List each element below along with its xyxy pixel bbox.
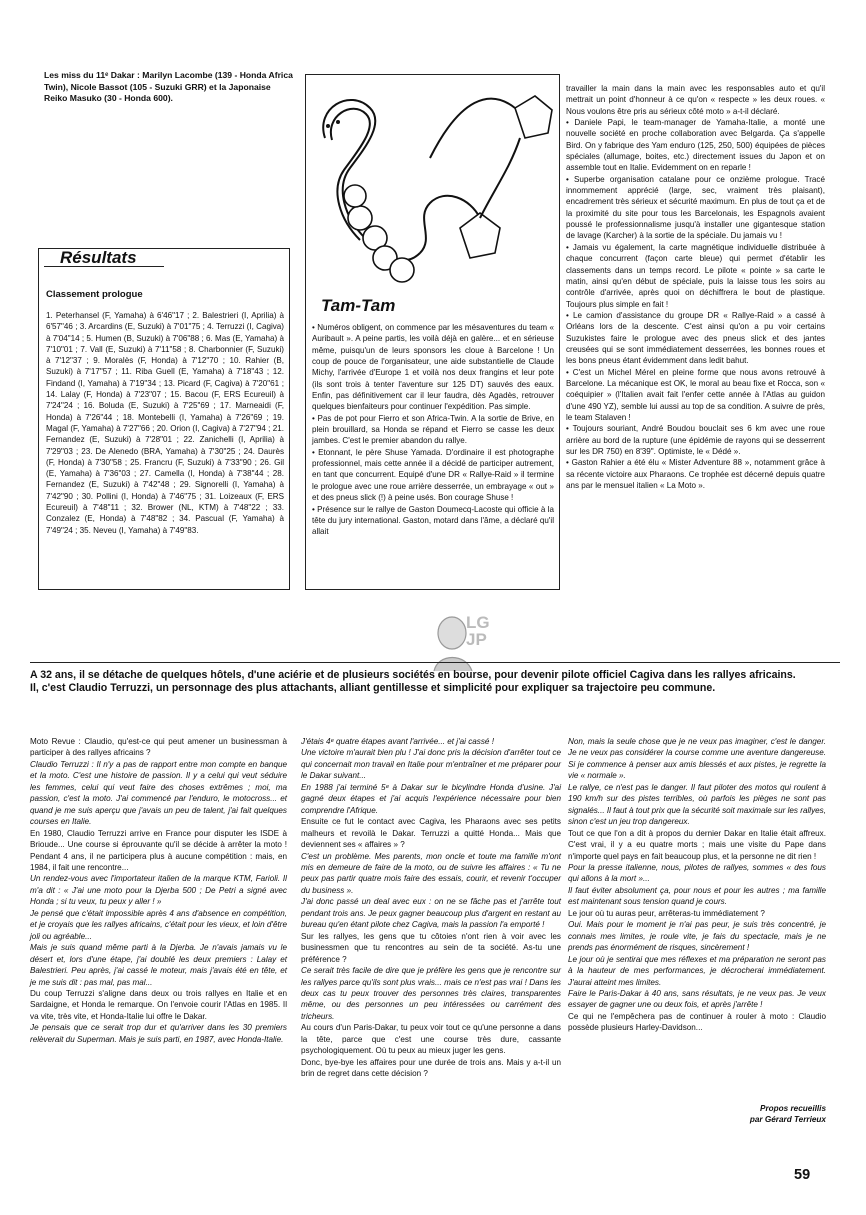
article-paragraph: C'est un problème. Mes parents, mon oncle et toute ma famille m'ont mis en demeure de faire de la moto, ou de suivre les affaires : « Tu ne peux pas partir quatre mois faire des essais, courir, et revenir t'occuper du business ». (301, 851, 561, 895)
results-list: 1. Peterhansel (F, Yamaha) à 6'46"17 ; 2. Balestrieri (I, Aprilia) à 6'57"46 ; 3. Arcardins (E, Suzuki) à 7'01"75 ; 4. Terruzzi (I, Cagiva) à 7'04"14 ; 5. Humen (B, Suzuki) à 7'06"88 ; 6. Mas (E, Yamaha) à 7'10"01 ; 7. Vall (E, Suzuki) à 7'11"58 ; 8. Charbonnier (F, Suzuki) à 7'12"37 ; 9. Moralès (F, Honda) à 7'12"70 ; 10. Rahier (B, Suzuki) à 7'17"57 ; 11. Riba Guell (E, Yamaha) à 7'18"43 ; 12. Findand (I, Yamaha) à 7'19"34 ; 13. Picard (F, Cagiva) à 7'20"61 ; 14. Lalay (F, Honda) à 7'23"07 ; 15. Bacou (F, ERS Ecureuil) à 7'24"24 ; 16. Boluda (E, Suzuki) à 7'25"69 ; 17. Marneaidi (F, Honda) à 7'26"44 ; 18. Montebelli (I, Yamaha) à 7'26"69 ; 19. Magal (F, Yamaha) à 7'27"66 ; 20. Orion (I, Cagiva) à 7'27"94 ; 21. Fernandez (E, Suzuki) à 7'28"01 ; 22. Zanichelli (I, Aprilia) à 7'29"03 ; 23. De Alenedo (BRA, Yamaha) à 7'30"25 ; 24. Daurès (F, Honda) à 7'30"58 ; 25. Francru (F, Suzuki) à 7'33"90 ; 26. Gil (E, Yamaha) à 7'36"03 ; 27. Camella (I, Honda) à 7'38"44 ; 28. Fernandez (E, Suzuki) à 7'42"48 ; 29. Signorelli (I, Yamaha) à 7'42"90 ; 30. Pollini (I, Honda) à 7'46"75 ; 31. Loizeaux (F, ERS Ecureuil) à 7'48"11 ; 32. Brower (NL, KTM) à 7'48"22 ; 33. Conzalez (E, Honda) à 7'48"82 ; 34. Pascual (F, Yamaha) à 7'49"24 ; 35. Neveu (I, Yamaha) à 7'49"83. (46, 311, 284, 535)
article-paragraph: Donc, bye-bye les affaires pour une durée de trois ans. Mais y a-t-il un brin de regret dans cette décision ? (301, 1057, 561, 1079)
article-paragraph: Un rendez-vous avec l'importateur italien de la marque KTM, Farioli. Il m'a dit : « J'ai une moto pour la Djerba 500 ; De Petri a signé avec Honda ; si tu veux, tu peux y aller ! » (30, 874, 287, 907)
tamtam-paragraph: • Pas de pot pour Fierro et son Africa-Twin. A la sortie de Brive, en plein brouillard, sa Honda se répand et Fierro se casse les deux jambes. C'est le premier abandon du rallye. (312, 413, 554, 446)
tamtam-paragraph: • Jamais vu également, la carte magnétique individuelle distribuée à chaque concurrent (façon carte bleue) qui permet d'établir les classements dans un temps record. Le pilote « pointe » sa carte le matin, ainsi qu'en début de spéciale, puis la laisse tous les soirs au contrôle d'arrivée, après quoi on déchiffrera le bout de plastique. Toujours plus simple en fait ! (566, 242, 825, 309)
watermark-logo: LG JP (466, 613, 490, 649)
article-paragraph: En 1980, Claudio Terruzzi arrive en France pour disputer les ISDE à Brioude... Une course si éprouvante qu'il se décide à arrêter la moto ! Pendant 4 ans, il ne participera plus à aucune compétition : mais, en 1984, il fait une rencontre... (30, 828, 287, 872)
article-column-2 (301, 736, 561, 1080)
article-paragraph: Pour la presse italienne, nous, pilotes de rallyes, sommes « des fous qui allons à la mort »... (568, 862, 826, 884)
author-credit: Propos recueillis par Gérard Terrieux (749, 1104, 826, 1125)
article-paragraph: Du coup Terruzzi s'aligne dans deux ou trois rallyes en Italie et en Sardaigne, et Honda le remarque. On l'envoie courir l'Atlas en 1985. Il va vite, très vite, et Honda-Italie lui offre le Dakar. (30, 988, 287, 1021)
tamtam-paragraph: • Présence sur le rallye de Gaston Doumecq-Lacoste qui officie à la tête du jury international. Gaston, motard dans l'âme, a déclaré qu'il allait (312, 504, 554, 537)
article-paragraph: Le rallye, ce n'est pas le danger. Il faut piloter des motos qui roulent à 190 km/h sur des pistes terribles, où parfois les pièges ne sont pas signalés... Il faut à tout prix que la sécurité soit maximale sur les rallyes, sinon c'est un jeu trop dangereux. (568, 782, 826, 827)
tamtam-column-2 (566, 83, 825, 491)
tamtam-paragraph: • Le camion d'assistance du groupe DR « Rallye-Raid » a cassé à Orléans lors de la descente. C'est ainsi qu'on a pu voir certains Suzukistes faire le prologue avec des pneus slick et des jantes creusées qui se sont immédiatement desserrées, les bonnes roues et les bons pneus étant évidemment dans ledit bahut. (566, 310, 825, 366)
tamtam-paragraph: • Daniele Papi, le team-manager de Yamaha-Italie, a monté une nouvelle société en proche collaboration avec Belgarda. Ça s'appelle Bird. On y fabrique des Yam enduro (125, 250, 500) équipées de pièces spéciales (allumage, boites, etc.) directement issues du Japon et on assemble tout en Italie. Evidemment on en reparle ! (566, 118, 825, 173)
results-title: Résultats (60, 248, 137, 267)
article-paragraph: Une victoire m'aurait bien plu ! J'ai donc pris la décision d'arrêter tout ce qui concernait mon travail en Italie pour m'entraîner et me préparer pour le Dakar suivant... (301, 748, 561, 781)
headline-line-1: A 32 ans, il se détache de quelques hôtels, d'une aciérie et de plusieurs sociétés en bourse, pour devenir pilote officiel Cagiva dans les rallyes africains. (30, 669, 796, 681)
tamtam-column-1 (312, 322, 554, 538)
tamtam-paragraph: • Numéros obligent, on commence par les mésaventures du team « Auribault ». A peine partis, les voilà déjà en galère... et en sérieuse même, puisqu'un de leurs sponsors les cloue à Barcelone ! Un coup de pouce de l'organisateur, une aide substantielle de Claude Michy, l'arrivée d'Europe 1 et voilà nos deux frangins et leur pote (ils sont trois à tenter l'aventure sur 125 DT) sauvés des eaux. Enfin, pas définitivement car il leur faudra, dès Agadès, retrouver quelques bienfaiteurs pour continuer l'expédition. Pas simple. (312, 323, 554, 412)
article-paragraph: Oui. Mais pour le moment je n'ai pas peur, je suis très concentré, je connais mes limites, je roule vite, je fais du spectacle, mais je ne prends pas énormément de risques, sincèrement ! (568, 920, 826, 953)
tamtam-paragraph: • Superbe organisation catalane pour ce onzième prologue. Tracé innommement apprécié (large, sec, vraiment très plaisant), encadrement très sérieux et sécurité maximum. En plus de tout ça et de la proximité du site pour tous les Barcelonais, les Espagnols avaient poussé le professionnalisme jusqu'à installer une gigantesque station de lavage (Karcher) à la sortie de la spéciale. Du jamais vu ! (566, 174, 825, 241)
article-paragraph: Non, mais la seule chose que je ne veux pas imaginer, c'est le danger. Je ne veux pas considérer la course comme une aventure dangereuse. Si je commence à penser aux amis blessés et aux pistes, je regrette la vie « normale ». (568, 737, 826, 781)
tamtam-paragraph: • Toujours souriant, André Boudou bouclait ses 6 km avec une roue arrière au bord de la rupture (une épidémie de rayons qui se desserrent sur les DR 750) en 8'39". Optimiste, le « Dédé ». (566, 424, 825, 456)
article-column-1 (30, 736, 287, 1045)
article-column-3 (568, 736, 826, 1034)
tamtam-paragraph: • C'est un Michel Mérel en pleine forme que nous avons retrouvé à Barcelone. La mécanique est OK, le moral au beau fixe et Rocca, son « coéquipier » (l'Italien avait fait l'enfer cette année à l'Atlas au guidon d'une 490 YZ), semble lui aussi au top de sa condition. A suivre de près, le team Stalaven ! (566, 367, 825, 422)
article-paragraph: Ce serait très facile de dire que je préfère les gens que je rencontre sur les rallyes parce qu'ils sont plus vrais... mais ce n'est pas vrai ! Dans les deux cas tu peux trouver des personnes très claires, transparentes même, ou des personnes un peu intéressées ou carrément des tricheurs. (301, 966, 561, 1021)
prologue-heading: Classement prologue (46, 289, 143, 300)
tamtam-paragraph: • Gaston Rahier a été élu « Mister Adventure 88 », notamment grâce à sa récente victoire aux Pharaons. Ce trophée est décerné depuis quatre ans par le mensuel italien « La Moto ». (566, 458, 825, 491)
article-paragraph: J'ai donc passé un deal avec eux : on ne se fâche pas et j'arrête tout pendant trois ans. Je peux gagner beaucoup plus d'argent en restant au bureau qu'en étant pilote chez Cagiva, mais la passion l'a emporté ! (301, 897, 561, 930)
article-paragraph: Le jour où je sentirai que mes réflexes et ma préparation ne seront pas à la hauteur de mes performances, je décrocherai immédiatement. J'aurai atteint mes limites. (568, 954, 826, 987)
article-paragraph: Tout ce que l'on a dit à propos du dernier Dakar en Italie était affreux. C'est vrai, il y a eu quatre morts ; mais une visite du Pape dans n'importe quel pays en fait beaucoup plus, et la personne ne dit rien ! (568, 828, 826, 861)
tamtam-title: Tam-Tam (321, 296, 396, 315)
article-paragraph: Ensuite ce fut le contact avec Cagiva, les Pharaons avec ses petits malheurs et revoilà le Dakar. Terruzzi a quitté Honda... Mais que deviennent ses « affaires » ? (301, 817, 561, 850)
article-paragraph: Claudio Terruzzi : Il n'y a pas de rapport entre mon compte en banque et la moto. C'est une histoire de passion. Il y a celui qui veut séduire les femmes, celui qui veut faire des choses extrêmes ; moi, ma passion, c'est la moto. J'ai commencé par l'enduro, le motocross... et quand je me suis aperçu que j'avais un peu de talent, j'ai fait quelques courses en Italie. (30, 759, 287, 827)
tamtam-paragraph: travailler la main dans la main avec les responsables auto et qu'il mettrait un point d'honneur à ce qu'on « respecte » les deux roues. « Nous voulons être pris au sérieux côté moto » a-t-il déclaré. (566, 84, 825, 116)
article-paragraph: Je pensais que ce serait trop dur et qu'arriver dans les 30 premiers relèverait du Superman. Mais je suis parti, en 1987, avec Honda-Italie. (30, 1023, 287, 1044)
page-number: 59 (794, 1167, 811, 1183)
article-headline (30, 669, 840, 696)
article-paragraph: Sur les rallyes, les gens que tu côtoies n'ont rien à voir avec les businessmen que tu rencontres au sein de ta société. As-tu une préférence ? (301, 931, 561, 964)
article-paragraph: Ce qui ne l'empêchera pas de continuer à rouler à moto : Claudio possède plusieurs Harley-Davidson... (568, 1011, 826, 1033)
section-divider (30, 662, 840, 663)
article-paragraph: Le jour où tu auras peur, arrêteras-tu immédiatement ? (568, 908, 765, 918)
article-paragraph: Je pensé que c'était impossible après 4 ans d'absence en compétition, et je croyais que les rallyes africains, c'était pour les vieux, et loin d'être joli ou agréable... (30, 908, 287, 941)
tamtam-paragraph: • Etonnant, le père Shuse Yamada. D'ordinaire il est photographe professionnel, mais cette année il a décidé de participer autrement, en tant que concurrent. Equipé d'une DR « Rallye-Raid » il termine le prologue avec une roue arrière desserrée, un embrayage « out » et des pneus slick (!) à peine usés. Bon courage Shuse ! (312, 447, 554, 503)
article-paragraph: J'étais 4ᵉ quatre étapes avant l'arrivée... et j'ai cassé ! (301, 737, 494, 746)
results-title-underline (44, 266, 164, 267)
article-paragraph: Mais je suis quand même parti à la Djerba. Je n'avais jamais vu le désert et, lors d'une étape, j'ai doublé les deux premiers : Lalay et Balestrieri. Peu après, j'ai cassé le moteur, mais j'avais été en tête, et je me suis dit : pas mal, pas mal... (30, 943, 287, 987)
snake-and-medals-illustration (310, 78, 555, 288)
article-paragraph: Faire le Paris-Dakar à 40 ans, sans résultats, je ne veux pas. Je veux essayer de gagner une ou deux fois, et après j'arrête ! (568, 988, 826, 1010)
photo-caption: Les miss du 11ᵉ Dakar : Marilyn Lacombe (139 - Honda Africa Twin), Nicole Bassot (105 - Suzuki GRR) et la Japonaise Reiko Masuko (30 - Honda 600). (44, 70, 293, 103)
article-paragraph: Il faut éviter absolument ça, pour nous et pour les autres ; ma famille est maintenant sous tension quand je cours. (568, 885, 826, 907)
article-paragraph: Au cours d'un Paris-Dakar, tu peux voir tout ce qu'une personne a dans la tête, parce que c'est une course très dure, cassante psychologiquement. Où tu peux au mieux juger les gens. (301, 1023, 561, 1056)
article-paragraph: Moto Revue : Claudio, qu'est-ce qui peut amener un businessman à participer à des rallyes africains ? (30, 737, 287, 758)
headline-line-2: Il, c'est Claudio Terruzzi, un personnage des plus attachants, alliant gentillesse et simplicité pour expliquer sa trajectoire peu commune. (30, 682, 716, 695)
article-paragraph: En 1988 j'ai terminé 5ᵉ à Dakar sur le bicylindre Honda d'usine. J'ai gagné deux étapes et j'ai acquis l'expérience nécessaire pour bien comprendre l'Afrique. (301, 782, 561, 815)
